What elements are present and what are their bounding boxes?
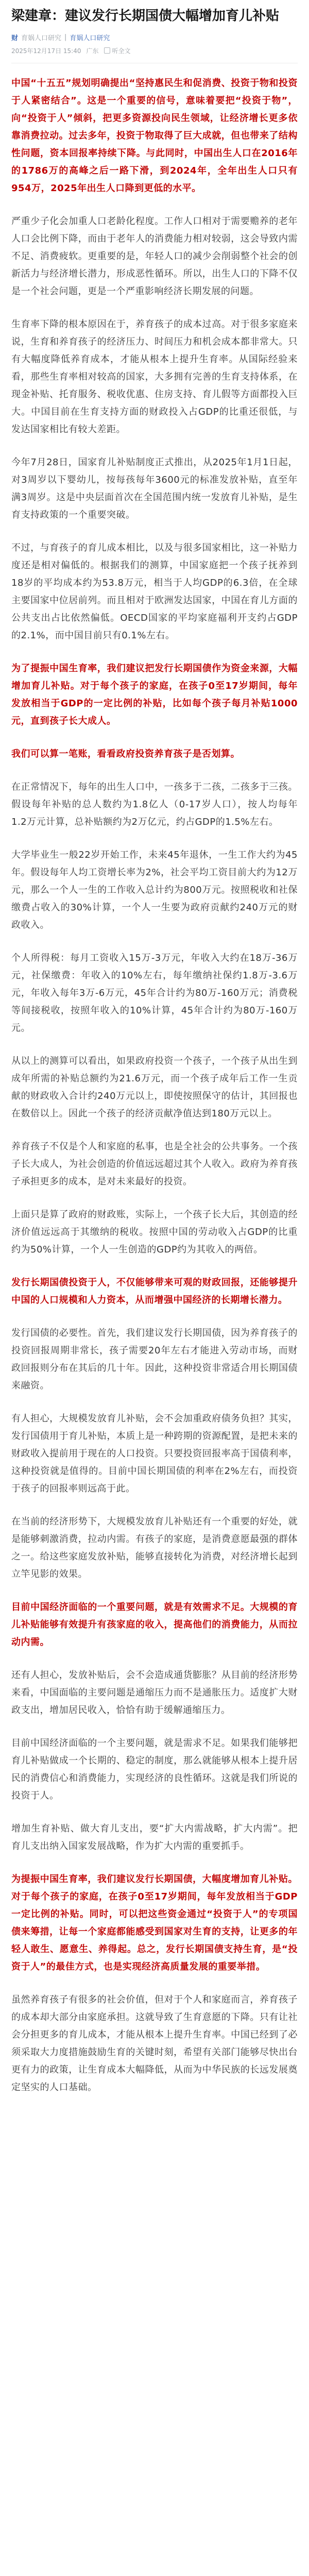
paragraph: 从以上的测算可以看出，如果政府投资一个孩子，一个孩子从出生到成年所需的补贴总额约为21.6万元，而一个孩子成年后工作一生贡献的财政收入合计约240万元以上，即使按照保守的估计，其回报也在数倍以上。因此一个孩子的经济贡献净值达到180万元以上。 xyxy=(11,1056,298,1119)
paragraph: 中国“十五五”规划明确提出“坚持惠民生和促消费、投资于物和投资于人紧密结合”。这是一个重要的信号，意味着要把“投资于物”，向“投资于人”倾斜，把更多资源投向民生领域，让经济增长更多依靠消费拉动。过去多年，投资于物取得了巨大成就，但也带来了结构性问题，资本回报率持续下降。与此同时，中国出生人口在2016年的1786万的高峰之后一路下滑，到2024年，全年出生人口只有954万，2025年出生人口降到更低的水平。 xyxy=(11,78,298,194)
paragraph: 目前中国经济面临的一个主要问题，就是需求不足。如果我们能够把育儿补贴做成一个长期的、稳定的制度，那么就能够从根本上提升居民的消费信心和消费能力，实现经济的良性循环。这就是我们所说的投资于人。 xyxy=(11,1738,298,1801)
source-separator: | xyxy=(64,33,67,41)
paragraph: 大学毕业生一般22岁开始工作，未来45年退休，一生工作大约为45年。假设每年人均工资增长率为2%，社会平均工资目前大约为12万元，那么一个人一生的工作收入总计约为800万元。按照税收和社保缴费占收入的30%计算，一个人一生要为政府贡献约240万元的财政收入。 xyxy=(11,850,298,930)
paragraph: 虽然养育孩子有很多的社会价值，但对于个人和家庭而言，养育孩子的成本却大部分由家庭承担。这就导致了生育意愿的下降。只有让社会分担更多的育儿成本，才能从根本上提升生育率。中国已经到了必须采取大力度措施鼓励生育的关键时刻，希望有关部门能够尽快出台更有力的政策，让生育成本大幅降低，从而为中华民族的长远发展奠定坚实的人口基础。 xyxy=(11,1994,298,2093)
paragraph-highlight: 我们可以算一笔账，看看政府投资养育孩子是否划算。 xyxy=(11,749,240,759)
paragraph: 今年7月28日，国家育儿补贴制度正式推出，从2025年1月1日起，对3周岁以下婴幼儿，按每孩每年3600元的标准发放补贴，直至年满3周岁。这是中央层面首次在全国范围内统一发放育儿补贴，是生育支持政策的一个重要突破。 xyxy=(11,457,298,520)
listen-button[interactable]: 听全文 xyxy=(104,46,136,55)
publish-place: 广东 xyxy=(86,47,99,55)
paragraph: 有人担心，大规模发放育儿补贴，会不会加重政府债务负担？其实，发行国债用于育儿补贴，本质上是一种跨期的资源配置，是把未来的财政收入提前用于现在的人口投资。只要投资回报率高于国债利率，这种投资就是值得的。目前中国长期国债的利率在2%左右，而投资于孩子的回报率则远高于此。 xyxy=(11,1413,298,1494)
paragraph: 发行国债的必要性。首先，我们建议发行长期国债，因为养育孩子的投资回报周期非常长，孩子需要20年左右才能进入劳动市场，而财政回报则分布在其后的几十年。因此，这种投资非常适合用长期国债来融资。 xyxy=(11,1328,298,1391)
author-link[interactable]: 育娲人口研究 xyxy=(70,34,110,42)
source-logo-icon: 财 xyxy=(11,34,19,42)
info-row xyxy=(11,45,298,56)
paragraph: 养育孩子不仅是个人和家庭的私事，也是全社会的公共事务。一个孩子长大成人，为社会创造的价值远远超过其个人收入。政府为养育孩子承担更多的成本，是对未来最好的投资。 xyxy=(11,1141,298,1187)
paragraph: 生育率下降的根本原因在于，养育孩子的成本过高。对于很多家庭来说，生育和养育孩子的经济压力、时间压力和机会成本都非常大。只有大幅度降低养育成本，才能从根本上提升生育率。从国际经验来看，那些生育率相对较高的国家，大多拥有完善的生育支持体系，在现金补贴、托育服务、税收优惠、住房支持、育儿假等方面都投入巨大。中国目前在生育支持方面的财政投入占GDP的比重还很低，与发达国家相比有较大差距。 xyxy=(11,319,298,435)
paragraph: 严重少子化会加重人口老龄化程度。工作人口相对于需要赡养的老年人口会比例下降，而由于老年人的消费能力相对较弱，这会导致内需不足、消费疲软。更重要的是，年轻人口的减少会削弱整个社会的创新活力与经济增长潜力，形成恶性循环。所以，出生人口的下降不仅是一个社会问题，更是一个严重影响经济长期发展的问题。 xyxy=(11,216,298,297)
paragraph-highlight: 为了提振中国生育率，我们建议把发行长期国债作为资金来源，大幅增加育儿补贴。对于每个孩子的家庭，在孩子0至17岁期间，每年发放相当于GDP的一定比例的补贴，比如每个孩子每月补贴1000元，直到孩子长大成人。 xyxy=(11,663,298,726)
paragraph: 个人所得税：每月工资收入15万-3万元，年收入大约在18万-36万元，社保缴费：年收入的10%左右，每年缴纳社保约1.8万-3.6万元，年收入每年3万-6万元，45年合计约为80万-160万元；消费税等间接税收，按照年收入的10%计算，45年合计约为80万-160万元。 xyxy=(11,953,298,1033)
paragraph: 增加生育补贴、做大育儿支出，要“扩大内需战略，扩大内需”。把育儿支出纳入国家发展战略，作为扩大内需的重要抓手。 xyxy=(11,1823,298,1852)
article-title: 梁建章：建议发行长期国债大幅增加育儿补贴 xyxy=(11,8,280,24)
paragraph-highlight: 目前中国经济面临的一个重要问题，就是有效需求不足。大规模的育儿补贴能够有效提升有孩家庭的收入，提高他们的消费能力，从而拉动内需。 xyxy=(11,1602,298,1648)
source-name[interactable]: 育娲人口研究 xyxy=(21,34,62,42)
paragraph: 不过，与育孩子的育儿成本相比，以及与很多国家相比，这一补贴力度还是相对偏低的。根据我们的测算，中国家庭把一个孩子抚养到18岁的平均成本约为53.8万元，相当于人均GDP的6.3倍，在全球主要国家中位居前列。而且相对于欧洲发达国家，中国在育儿方面的公共支出占比依然偏低。OECD国家的平均家庭福利开支约占GDP的2.1%，而中国目前只有0.1%左右。 xyxy=(11,543,298,641)
audio-icon xyxy=(104,47,110,54)
publish-date: 2025年12月17日 15:40 xyxy=(11,47,81,55)
article-body xyxy=(11,75,298,2096)
paragraph-highlight: 发行长期国债投资于人，不仅能够带来可观的财政回报，还能够提升中国的人口规模和人力资本，从而增强中国经济的长期增长潜力。 xyxy=(11,1277,298,1306)
source-row xyxy=(11,32,298,42)
paragraph: 在当前的经济形势下，大规模发放育儿补贴还有一个重要的好处，就是能够刺激消费，拉动内需。有孩子的家庭，是消费意愿最强的群体之一。给这些家庭发放补贴，能够直接转化为消费，对经济增长起到立竿见影的效果。 xyxy=(11,1516,298,1580)
paragraph: 在正常情况下，每年的出生人口中，一孩多于二孩，二孩多于三孩。假设每年补贴的总人数约为1.8亿人（0-17岁人口），按人均每年1.2万元计算，总补贴额约为2万亿元，约占GDP的1.5%左右。 xyxy=(11,782,298,827)
paragraph: 上面只是算了政府的财政账，实际上，一个孩子长大后，其创造的经济价值远远高于其缴纳的税收。按照中国的劳动收入占GDP的比重约为50%计算，一个人一生创造的GDP约为其收入的两倍。 xyxy=(11,1209,298,1255)
paragraph-highlight: 为提振中国生育率，我们建议发行长期国债，大幅度增加育儿补贴。对于每个孩子的家庭，在孩子0至17岁期间，每年发放相当于GDP一定比例的补贴。同时，可以把这些资金通过“投资于人”的专项国债来筹措，让每一个家庭都能感受到国家对生育的支持，让更多的年轻人敢生、愿意生、养得起。总之，发行长期国债支持生育，是“投资于人”的最佳方式，也是实现经济高质量发展的重要举措。 xyxy=(11,1874,298,1972)
paragraph: 还有人担心，发放补贴后，会不会造成通货膨胀？从目前的经济形势来看，中国面临的主要问题是通缩压力而不是通胀压力。适度扩大财政支出，增加居民收入，恰恰有助于缓解通缩压力。 xyxy=(11,1670,298,1716)
